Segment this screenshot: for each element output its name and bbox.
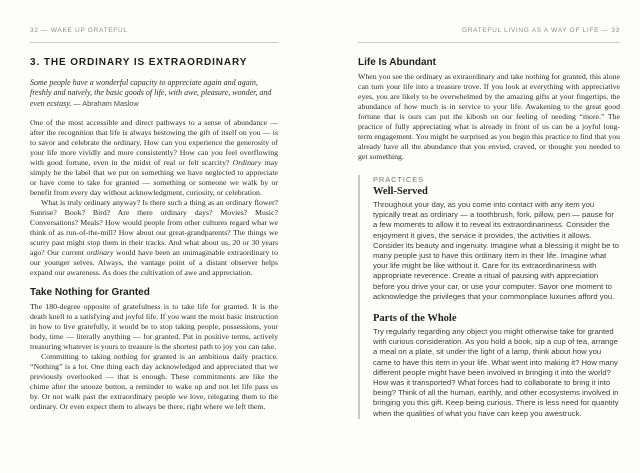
section-heading-take-nothing-for-granted: Take Nothing for Granted <box>30 287 150 299</box>
practices-block <box>358 175 620 419</box>
practice-title-well-served: Well-Served <box>373 186 428 197</box>
epigraph <box>30 78 278 109</box>
section-heading-life-is-abundant: Life Is Abundant <box>358 57 436 68</box>
right-page-header <box>358 27 620 43</box>
body-paragraph: When you see the ordinary as extraordinary and take nothing for granted, this alone can turn your life into a treasure trove. If you look at everything with appreciative eyes, you are likely to be overwhelmed by the amazing gifts at your fingertips, the abundance of how much is in service to your life. Awakening to the great good fortune that is ours can put the kibosh on our feeling of needing “more.” The practice of fully appreciating what is already in front of us can be a joyful long-term engagement. You might be surprised as you begin this practice to find that you already have all the abundance that you envied, craved, or thought you needed to get something. <box>358 72 620 161</box>
italic-word: Ordinary <box>232 158 262 168</box>
epigraph-attribution: — Abraham Maslow <box>73 98 139 108</box>
practice-body: Try regularly regarding any object you might otherwise take for granted with curious consideration. As you hold a book, sip a cup of tea, arrange a meal on a plate, sit under the light of a lamp, think about how you came to have this item in your life. What went into making it? How many different people might have been involved in bringing it into the world? How was it transported? What forces had to collaborate to bring it into being? Think of all the human, earthly, and other ecosystems involved in bringing you this gift. Keep being curious. There is less need for quantity when the qualities of what you have can keep you awestruck. <box>373 327 619 418</box>
practice-body: Throughout your day, as you come into contact with any item you typically treat as ordinary — a toothbrush, fork, pillow, pen — pause for a few moments to allow it to reveal its extraordinariness. Consider the enjoyment it gives, the service it provides, the activities it allows. Consider its beauty and ingenuity. Imagine what a blessing it might be to many people just to have this ordinary item in their life. Imagine what your life might be like without it. Care for its extraordinariness with appropriate reverence. Create a ritual of pausing with appreciation before you drive your car, or use your computer. Savor one moment to acknowledge the privileges that your commonplace luxuries afford you. <box>373 200 619 301</box>
running-header-right: GRATEFUL LIVING AS A WAY OF LIFE — 33 <box>462 27 620 34</box>
practices-label: PRACTICES <box>373 175 425 184</box>
paragraph-text: may simply be the label that we put on something we have neglected to appreciate or have come to take for granted — something or someone we walk by or benefit from every day without acknowledgment, curiosity, or celebration. <box>30 158 279 198</box>
paragraph-text: would have been an unimaginable extraordinary to our younger selves. Always, the vantage point of a distant observer helps expand our awareness. As does the cultivation of awe and appreciation. <box>30 248 278 278</box>
epigraph-quote: Some people have a wonderful capacity to appreciate again and again, freshly and naively, the basic goods of life, with awe, pleasure, wonder, and even ecstasy. <box>30 78 272 108</box>
practice-title-parts-of-the-whole: Parts of the Whole <box>373 313 457 325</box>
header-rule <box>358 42 620 43</box>
right-page <box>358 27 620 419</box>
body-paragraph <box>30 198 278 278</box>
paragraph-text: What is truly ordinary anyway? Is there such a thing as an ordinary flower? Sunrise? Book? Bird? Are there ordinary days? Movies? Music? Conversations? Meals? How would people from other cultures regard what we think of as run-of-the-mill? How about our great-grandparents? The things we scurry past might stop them in their tracks. And what about us, 20 or 30 years ago? Our current <box>30 198 278 258</box>
paragraph-text: One of the most accessible and direct pathways to a sense of abundance — after the recognition that life is always bestowing the gift of itself on you — is to savor and celebrate the ordinary. How can you experience the generosity of your life more vividly and more consistently? How can you feel overflowing with good fortune, even in the midst of real or felt scarcity? <box>30 118 278 168</box>
left-page-header <box>30 27 278 43</box>
left-page <box>30 27 278 412</box>
italic-word: ordinary <box>86 248 114 258</box>
running-header-left: 32 — WAKE UP GRATEFUL <box>30 27 128 34</box>
body-paragraph <box>30 118 278 198</box>
chapter-heading: 3. THE ORDINARY IS EXTRAORDINARY <box>30 57 248 68</box>
body-paragraph: The 180-degree opposite of gratefulness is to take life for granted. It is the death knell to a satisfying and joyful life. If you want the most basic instruction in how to live gratefully, it would be to stop taking people, possessions, your body, time — literally anything — for granted. Put in positive terms, actively treasuring whatever is yours to treasure is the shortest path to joy you can take. <box>30 302 278 352</box>
body-paragraph: Committing to taking nothing for granted is an ambitious daily practice. “Nothing” is a lot. One thing each day acknowledged and appreciated that we previously overlooked — that is enough. These commitments are like the chime after the snooze button, a reminder to wake up and not let life pass us by. Or not walk past the extraordinary people we love, relegating them to the ordinary. Or even expect them to always be there, right where we left them. <box>30 352 278 412</box>
header-rule <box>30 42 278 43</box>
